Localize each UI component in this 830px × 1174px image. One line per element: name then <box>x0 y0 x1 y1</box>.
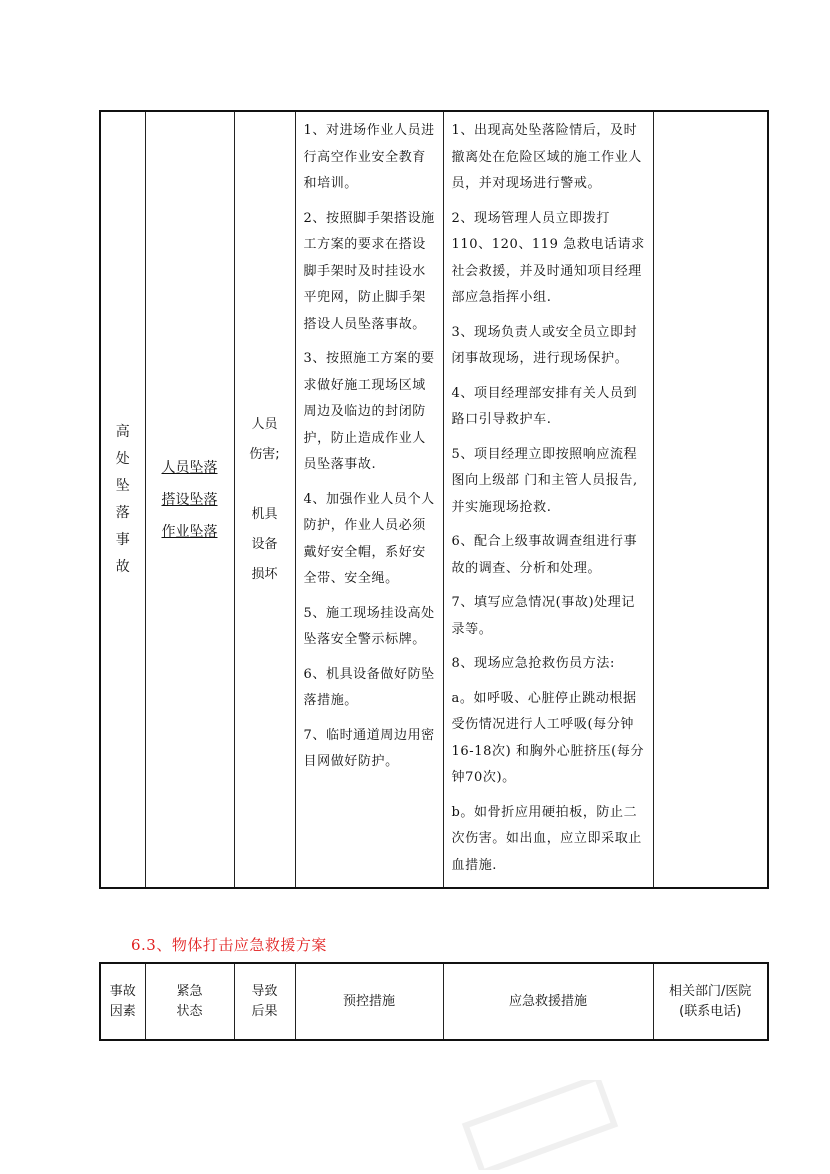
accident-char: 故 <box>115 558 130 575</box>
prevention-item: 7、临时通道周边用密目网做好防护。 <box>303 727 435 769</box>
rescue-item: 3、现场负责人或安全员立即封闭事故现场，进行现场保护。 <box>451 324 638 366</box>
rescue-item: 1、出现高处坠落险情后，及时撤离处在危险区域的施工作业人员，并对现场进行警戒。 <box>451 123 642 191</box>
risk-factor: 搭设坠落 <box>161 491 218 508</box>
risk-factor: 人员坠落 <box>161 459 218 476</box>
rescue-item: 5、项目经理立即按照响应流程图向上级部 门和主管人员报告,并实施现场抢救. <box>451 446 638 515</box>
rescue-item: b。如骨折应用硬拍板，防止二次伤害。如出血，应立即采取止血措施. <box>451 804 642 873</box>
rescue-item: 7、填写应急情况(事故)处理记录等。 <box>451 595 635 637</box>
contact-cell <box>653 111 768 888</box>
section-heading: 6.3、物体打击应急救援方案 <box>131 936 327 954</box>
accident-char: 坠 <box>115 477 130 494</box>
header-rescue: 应急救援措施 <box>443 963 653 1040</box>
header-consequence: 导致 后果 <box>234 963 295 1040</box>
rescue-item: 4、项目经理部安排有关人员到路口引导救护车. <box>451 385 638 427</box>
prevention-cell <box>295 111 443 888</box>
accident-char: 高 <box>115 423 130 440</box>
header-accident-factor: 事故 因素 <box>100 963 145 1040</box>
prevention-item: 4、加强作业人员个人防护，作业人员必须戴好安全帽，系好安全带、安全绳。 <box>303 491 435 586</box>
header-table <box>99 962 769 1041</box>
header-emergency-state: 紧急 状态 <box>145 963 234 1040</box>
header-contact: 相关部门/医院 (联系电话) <box>653 963 768 1040</box>
header-prevention: 预控措施 <box>295 963 443 1040</box>
prevention-item: 1、对进场作业人员进行高空作业安全教育和培训。 <box>303 123 435 191</box>
prevention-item: 3、按照施工方案的要求做好施工现场区域周边及临边的封闭防护，防止造成作业人员坠落事故. <box>303 351 435 472</box>
consequence-cell <box>234 111 295 888</box>
accident-char: 事 <box>115 531 130 548</box>
accident-plan-table <box>99 110 769 889</box>
rescue-cell <box>443 111 653 888</box>
accident-char: 落 <box>115 504 130 521</box>
rescue-item: 8、现场应急抢救伤员方法: <box>451 656 615 671</box>
consequence-line: 机具 <box>251 506 278 522</box>
watermark-graphic <box>440 1080 640 1170</box>
rescue-item: a。如呼吸、心脏停止跳动根据受伤情况进行人工呼吸(每分钟16-18次) 和胸外心脏挤压(每分钟70次)。 <box>451 690 645 785</box>
rescue-item: 2、现场管理人员立即拨打 110、120、119 急救电话请求社会救援，并及时通知项目经理部应急指挥小组. <box>451 210 645 305</box>
rescue-item: 6、配合上级事故调查组进行事故的调查、分析和处理。 <box>451 534 638 576</box>
consequence-line: 伤害; <box>249 446 280 462</box>
risk-factor-cell <box>145 111 234 888</box>
consequence-line: 人员 <box>251 416 278 432</box>
accident-type-cell <box>100 111 145 888</box>
accident-char: 处 <box>115 450 130 467</box>
consequence-line: 损坏 <box>251 566 278 582</box>
prevention-item: 5、施工现场挂设高处坠落安全警示标牌。 <box>303 605 435 647</box>
prevention-item: 6、机具设备做好防坠落措施。 <box>303 666 435 708</box>
risk-factor: 作业坠落 <box>161 523 218 540</box>
prevention-item: 2、按照脚手架搭设施工方案的要求在搭设脚手架时及时挂设水平兜网，防止脚手架搭设人员坠落事故。 <box>303 210 435 332</box>
consequence-line: 设备 <box>251 536 278 552</box>
